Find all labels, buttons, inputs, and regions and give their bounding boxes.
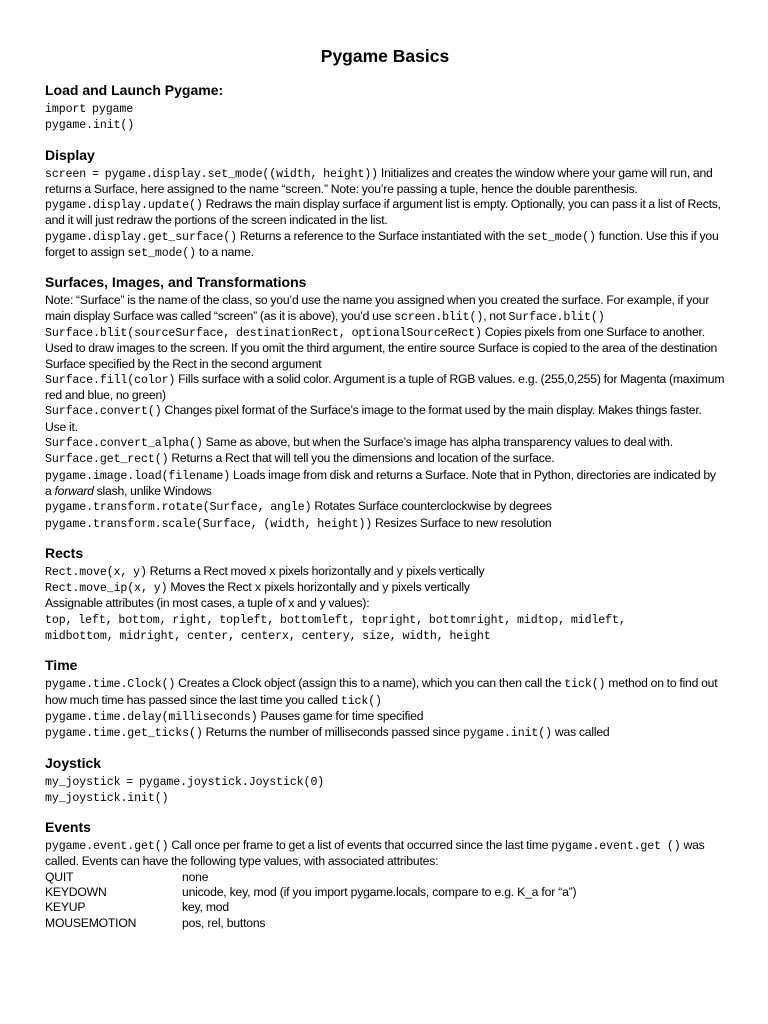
entry-text: Same as above, but when the Surface’s image has alpha transparency values to deal with. [202, 435, 673, 450]
entry-blit [45, 325, 725, 372]
entry-rect-move-ip [45, 580, 725, 596]
entry-convert-alpha [45, 435, 725, 451]
entry-text: Call once per frame to get a list of events that occurred since the last time [168, 838, 552, 853]
inline-code: tick() [564, 678, 606, 692]
inline-code: tick() [340, 694, 382, 708]
entry-text: Returns a reference to the Surface instantiated with the [237, 228, 528, 243]
section-time [45, 656, 725, 741]
section-heading-surfaces: Surfaces, Images, and Transformations [45, 274, 307, 291]
inline-code: set_mode() [127, 247, 196, 261]
entry-text: , not [483, 308, 509, 323]
document-title: Pygame Basics [320, 46, 450, 66]
entry-text: Initializes and creates the window where your game will run, and returns a Surface, here assigned to the name “screen.” Note: you’re passing a tuple, hence the double parenthesis. [45, 165, 713, 196]
section-surfaces [45, 273, 725, 531]
inline-code: Surface.fill(color) [45, 373, 176, 387]
inline-code: x [269, 565, 276, 579]
entry-text: Returns a Rect moved [146, 563, 269, 578]
entry-text: Pauses game for time specified [257, 708, 424, 723]
inline-code: midbottom, midright, center, centerx, centery, size, width, height [45, 630, 491, 644]
inline-code: Surface.blit(sourceSurface, destinationRect, optionalSourceRect) [45, 326, 482, 340]
section-load-launch [45, 81, 725, 134]
inline-code: Rect.move(x, y) [45, 565, 147, 579]
entry-delay [45, 709, 725, 725]
section-rects [45, 544, 725, 644]
section-heading-events: Events [45, 819, 91, 836]
inline-code: Rect.move_ip(x, y) [45, 582, 168, 596]
section-heading-rects: Rects [45, 544, 84, 561]
code-line [45, 790, 725, 806]
inline-code: pygame.init() [462, 727, 553, 741]
event-type-row [45, 900, 725, 915]
section-heading-display: Display [45, 146, 95, 163]
entry-rotate [45, 499, 725, 515]
entry-text: Returns a Rect that will tell you the dimensions and location of the surface. [168, 451, 555, 466]
inline-code: import pygame [45, 103, 134, 116]
entry-scale [45, 516, 725, 532]
inline-code: Surface.convert() [45, 405, 162, 419]
section-heading-time: Time [45, 657, 78, 674]
entry-text: to a name. [196, 245, 254, 260]
entry-text: Copies pixels from one Surface to another. Used to draw images to the screen. If you omit the third argument, the entire source Surface is copied to the area of the destination Surface specified by the Rect in the second argument [45, 324, 718, 371]
inline-code: pygame.init() [45, 119, 135, 133]
entry-clock [45, 676, 725, 709]
entry-text: function. Use this if you forget to assign [45, 228, 719, 260]
inline-code: pygame.display.get_surface() [45, 230, 238, 244]
inline-code: y [381, 582, 389, 596]
code-line [45, 628, 725, 644]
inline-code: pygame.image.load(filename) [45, 469, 231, 483]
inline-code: top, left, bottom, right, topleft, bottomleft, topright, bottomright, midtop, midleft, [45, 613, 626, 627]
inline-code: pygame.time.Clock() [45, 678, 176, 692]
entry-rect-move [45, 564, 725, 580]
entry-image-load [45, 468, 725, 500]
assignable-attributes-label: Assignable attributes (in most cases, a tuple of x and y values): [45, 596, 370, 611]
entry-text: Returns the number of milliseconds passed since [202, 725, 463, 740]
inline-code: y [396, 565, 404, 579]
entry-text: Rotates Surface counterclockwise by degrees [311, 499, 552, 514]
section-events [45, 818, 725, 931]
event-type-name: KEYUP [45, 900, 86, 915]
code-line [45, 117, 725, 133]
event-type-row [45, 870, 725, 885]
event-type-attributes: pos, rel, buttons [182, 915, 266, 930]
inline-code: set_mode() [527, 230, 596, 244]
inline-code: pygame.event.get() [45, 840, 169, 854]
entry-text: was called [552, 725, 610, 740]
section-heading-load: Load and Launch Pygame: [45, 82, 224, 98]
inline-code: pygame.display.update() [45, 199, 203, 213]
inline-code: screen.blit() [394, 310, 484, 324]
entry-display-update [45, 197, 725, 229]
entry-text: pixels horizontally and [261, 580, 382, 595]
emphasis-text: forward [54, 483, 94, 498]
code-line [45, 101, 725, 117]
document-page [45, 44, 725, 943]
entry-convert [45, 403, 725, 435]
inline-code: my_joystick = pygame.joystick.Joystick(0) [45, 775, 325, 789]
entry-get-surface [45, 229, 725, 262]
event-type-attributes: unicode, key, mod (if you import pygame.locals, compare to e.g. K_a for “a”) [182, 884, 577, 899]
code-line [45, 612, 725, 628]
section-heading-joystick: Joystick [45, 754, 102, 771]
entry-text: pixels vertically [403, 563, 485, 578]
surface-note [45, 293, 725, 325]
entry-text: Creates a Clock object (assign this to a name), which you can then call the [175, 676, 565, 691]
code-line [45, 774, 725, 790]
entry-text: Redraws the main display surface if argument list is empty. Optionally, you can pass it a list of Rects, and it will just redraw the portions of the screen indicated in the list. [45, 197, 721, 228]
entry-text: Moves the Rect [167, 580, 255, 595]
entry-text: pixels horizontally and [275, 563, 397, 578]
entry-text: Fills surface with a solid color. Argument is a tuple of RGB values. e.g. (255,0,255) for Magenta (maximum red and blue, no green) [45, 371, 725, 403]
inline-code: Surface.blit() [508, 310, 605, 324]
entry-text: Changes pixel format of the Surface’s image to the format used by the main display. Makes things faster. Use it. [45, 403, 702, 434]
entry-get-rect [45, 451, 725, 467]
entry-text: Loads image from disk and returns a Surface. Note that in Python, directories are indicated by a [45, 467, 716, 498]
entry-text: pixels vertically [388, 580, 470, 595]
inline-code: screen = pygame.display.set_mode((width, height)) [45, 167, 379, 181]
entry-event-get [45, 838, 725, 870]
inline-code: Surface.convert_alpha() [45, 437, 203, 451]
inline-code: pygame.time.get_ticks() [45, 727, 203, 741]
entry-set-mode [45, 166, 725, 198]
entry-text: method on to find out how much time has passed since the last time you called [45, 676, 718, 707]
inline-code: pygame.transform.rotate(Surface, angle) [45, 501, 312, 515]
entry-fill [45, 372, 725, 404]
inline-code: my_joystick.init() [45, 791, 169, 805]
section-joystick [45, 754, 725, 807]
inline-code: pygame.transform.scale(Surface, (width, height)) [45, 517, 373, 531]
event-type-row [45, 885, 725, 900]
event-type-name: KEYDOWN [45, 884, 107, 899]
entry-text: slash, unlike Windows [93, 483, 212, 498]
event-type-attributes: key, mod [182, 900, 229, 915]
event-type-row [45, 916, 725, 931]
inline-code: pygame.event.get () [551, 840, 681, 854]
event-type-attributes: none [182, 869, 209, 884]
inline-code: x [254, 582, 262, 596]
section-display [45, 146, 725, 262]
inline-code: Surface.get_rect() [45, 453, 169, 467]
entry-text: Resizes Surface to new resolution [372, 515, 552, 530]
entry-get-ticks [45, 725, 725, 741]
entry-text: Note: “Surface” is the name of the class, so you’d use the name you assigned when you created the surface. For example, if your main display Surface was called “screen” (as it is above), you’d use [45, 293, 710, 323]
inline-code: pygame.time.delay(milliseconds) [45, 710, 258, 724]
entry-text: was called. Events can have the following type values, with associated attributes: [45, 838, 705, 869]
event-type-name: QUIT [45, 869, 74, 884]
event-type-name: MOUSEMOTION [45, 915, 137, 930]
